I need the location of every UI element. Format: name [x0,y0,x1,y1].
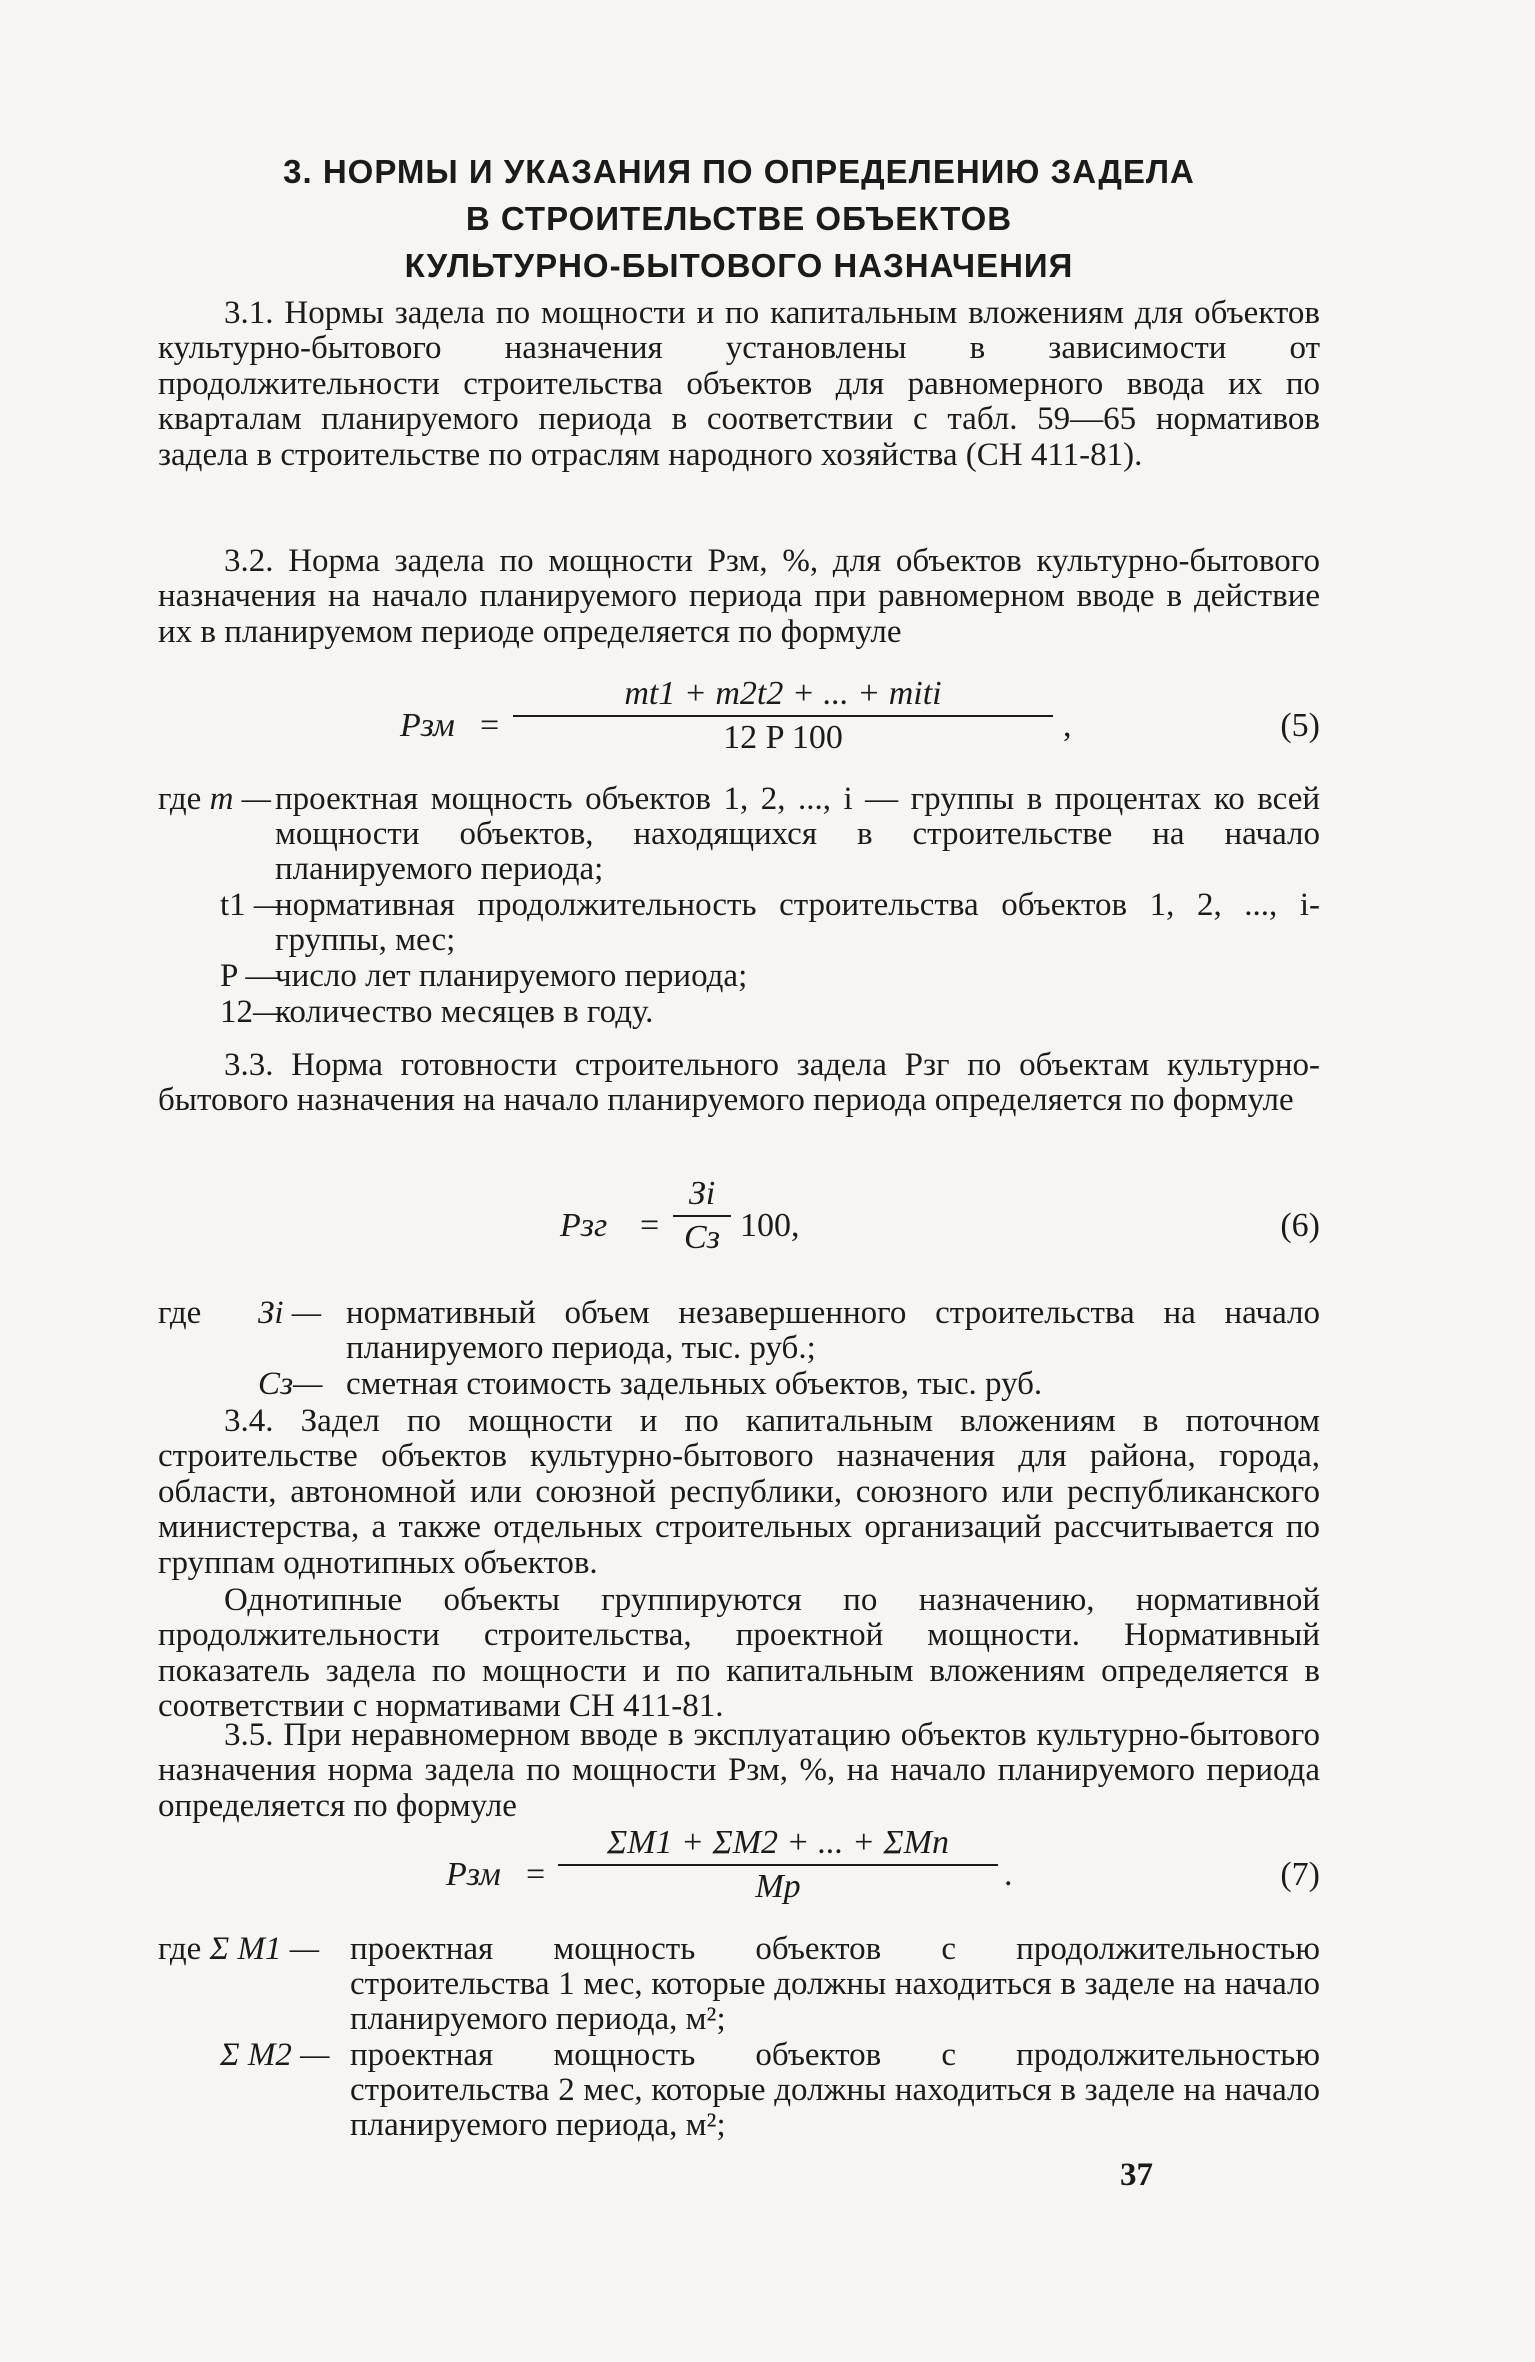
definition-symbol: 12— [220,994,286,1030]
formula-7-number: (7) [1280,1856,1320,1893]
paragraph-3-4: 3.4. Задел по мощности и по капитальным вложениям в поточном строительстве объектов культурно-бытового назначения для района, города, области, автономной или союзной республики, союзного или республиканского министерства, а также отдельных строительных организаций рассчитывается по группам однотипных объектов. [158,1403,1320,1581]
definition-cz [158,1367,1320,1402]
formula-5-definitions [158,782,1320,1031]
where-label: где m — [158,781,272,817]
heading-line-2: В СТРОИТЕЛЬСТВЕ ОБЪЕКТОВ [465,200,1013,237]
definition-m [158,782,1320,887]
page-number: 37 [1120,2157,1153,2193]
formula-7-numerator: ΣM1 + ΣM2 + ... + ΣMn [607,1824,949,1861]
formula-7-equals: = [526,1856,546,1893]
formula-6 [158,1175,1320,1275]
definition-zi [158,1296,1320,1366]
formula-5-tail: , [1063,707,1072,744]
formula-7-fraction [558,1824,998,1906]
section-3-3 [158,1048,1320,1119]
formula-5-fraction-bar [513,715,1053,717]
definition-text: сметная стоимость задельных объектов, тыс. руб. [346,1366,1043,1402]
definition-text: число лет планируемого периода; [275,958,748,994]
definition-text: количество месяцев в году. [275,994,654,1030]
section-heading [158,148,1320,289]
where-label: где [158,1295,202,1331]
formula-6-equals: = [640,1207,660,1244]
formula-5-equals: = [480,707,500,744]
definition-text: проектная мощность объектов с продолжительностью строительства 2 мес, которые должны находиться в заделе на начало планируемого периода, м²; [350,2037,1320,2143]
paragraph-3-3: 3.3. Норма готовности строительного задела Рзг по объектам культурно-бытового назначения на начало планируемого периода определяется по формуле [158,1047,1320,1119]
paragraph-3-5: 3.5. При неравномерном вводе в эксплуатацию объектов культурно-бытового назначения норма задела по мощности Рзм, %, на начало планируемого периода определяется по формуле [158,1717,1320,1824]
formula-7-lhs: Pзм [446,1856,501,1893]
definition-symbol: Зi — [258,1295,322,1331]
paragraph-3-4-continued: Однотипные объекты группируются по назначению, нормативной продолжительности строительства, проектной мощности. Нормативный показатель задела по мощности и по капитальным вложениям определяется в соответствии с нормативами СН 411-81. [158,1582,1320,1725]
definition-symbol: t1 — [220,887,287,923]
formula-7-tail: . [1004,1856,1013,1893]
definition-symbol: Σ M1 — [209,1931,320,1967]
where-label: где Σ M1 — [158,1931,320,1967]
definition-symbol: P — [220,958,279,994]
section-3-1 [158,296,1320,473]
formula-5-fraction [513,675,1053,757]
definition-sum-m1 [158,1932,1320,2037]
formula-5-number: (5) [1280,707,1320,744]
definition-text: нормативный объем незавершенного строительства на начало планируемого периода, тыс. руб.; [346,1295,1320,1366]
paragraph-3-1: 3.1. Нормы задела по мощности и по капитальным вложениям для объектов культурно-бытового назначения установлены в зависимости от продолжительности строительства объектов для равномерного ввода их по кварталам планируемого периода в соответствии с табл. 59—65 нормативов задела в строительстве по отраслям народного хозяйства (СН 411-81). [158,295,1320,473]
formula-5-numerator: mt1 + m2t2 + ... + miti [624,675,942,712]
formula-6-denominator: Cз [684,1219,720,1256]
formula-6-fraction-bar [673,1215,731,1217]
formula-5-denominator: 12 P 100 [723,719,843,756]
formula-6-lhs: Pзг [560,1207,608,1244]
heading-line-3: КУЛЬТУРНО-БЫТОВОГО НАЗНАЧЕНИЯ [404,247,1074,284]
formula-6-definitions [158,1296,1320,1403]
definition-text: проектная мощность объектов с продолжительностью строительства 1 мес, которые должны находиться в заделе на начало планируемого периода, м²; [350,1931,1320,2037]
formula-5 [158,675,1320,775]
definition-p [158,959,1320,994]
formula-6-tail: 100, [740,1207,800,1244]
formula-7-fraction-bar [558,1864,998,1866]
definition-t1 [158,888,1320,958]
formula-6-fraction [673,1175,731,1257]
formula-5-lhs: Pзм [400,707,455,744]
heading-line-1: 3. НОРМЫ И УКАЗАНИЯ ПО ОПРЕДЕЛЕНИЮ ЗАДЕЛА [283,153,1195,190]
formula-7-definitions [158,1932,1320,2144]
definition-symbol: m — [209,781,272,817]
section-3-4 [158,1404,1320,1725]
definition-symbol: Сз— [258,1366,323,1402]
definition-text: нормативная продолжительность строительства объектов 1, 2, ..., i-группы, мес; [275,887,1320,958]
formula-6-number: (6) [1280,1207,1320,1244]
definition-symbol: Σ M2 — [220,2037,330,2073]
section-3-2 [158,544,1320,650]
formula-7 [158,1824,1320,1924]
definition-sum-m2 [158,2038,1320,2143]
paragraph-3-2: 3.2. Норма задела по мощности Рзм, %, для объектов культурно-бытового назначения на начало планируемого периода при равномерном вводе в действие их в планируемом периоде определяется по формуле [158,543,1320,650]
formula-7-denominator: Mp [755,1868,801,1905]
section-3-5 [158,1718,1320,1824]
definition-12 [158,995,1320,1030]
formula-6-numerator: Зi [688,1175,716,1212]
definition-text: проектная мощность объектов 1, 2, ..., i — группы в процентах ко всей мощности объектов, находящихся в строительстве на начало планируемого периода; [275,781,1320,887]
